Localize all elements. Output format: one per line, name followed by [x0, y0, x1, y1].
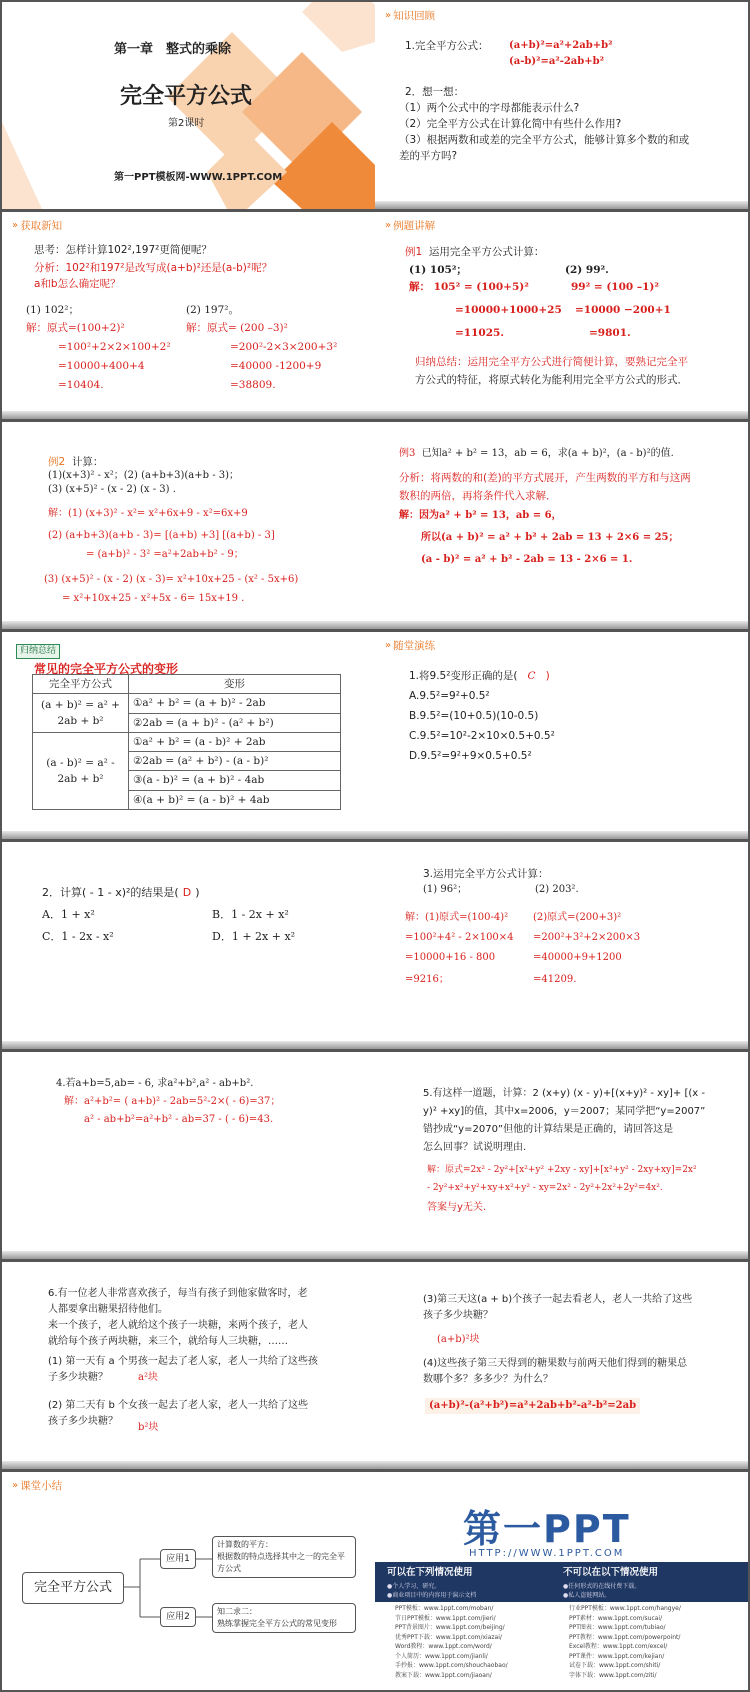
solution-line: 解：因为a² + b² = 13，ab = 6，	[399, 510, 562, 521]
mindmap-note: 计算数的平方： 根据数的特点选择其中之一的完全平 方公式	[212, 1536, 356, 1578]
solution-line: 解： 105² = (100+5)²	[409, 281, 529, 293]
question-line: 人都要拿出糖果招待他们。	[48, 1304, 168, 1315]
analysis-text: a和b怎么确定呢？	[34, 278, 121, 290]
practice-slide	[375, 632, 748, 839]
question-1: 1.完全平方公式：	[405, 40, 489, 52]
solution-line: =10000+1000+25	[455, 304, 562, 316]
question4-slide	[2, 1052, 375, 1259]
problem-1: (1) 102²；	[26, 304, 79, 316]
solution-line: - 2y²+x²+y²+xy+x²+y² - xy=2x² - 2y²+2x²+2y²=4x².	[427, 1183, 663, 1193]
variant-cell: ①a² + b² = (a + b)² - 2ab	[129, 694, 341, 713]
formula-cell: (a + b)² = a² +	[41, 698, 120, 711]
forbidden-note: ●私人盗链网站。	[563, 1592, 611, 1599]
mindmap-node: 应用1	[160, 1549, 196, 1569]
sub-question: 孩子多少块糖？	[48, 1416, 118, 1427]
formula-cell: 2ab + b²	[57, 715, 104, 728]
formula-sum: (a+b)²=a²+2ab+b²	[509, 40, 613, 51]
solution-line: =40000+9+1200	[533, 952, 622, 963]
section-header: » 课堂小结	[12, 1480, 63, 1492]
lesson-label: 第2课时	[168, 118, 205, 129]
question3-slide	[375, 842, 748, 1049]
sub-question: 子多少块糖？	[48, 1372, 108, 1383]
link-item[interactable]: 个人简历：www.1ppt.com/jianli/	[395, 1652, 488, 1660]
solution-line: (a - b)² = a² + b² - 2ab = 13 - 2×6 = 1.	[421, 554, 633, 565]
chevron-icon: »	[385, 640, 390, 652]
solution-line: (3) (x+5)² - (x - 2) (x - 3)= x²+10x+25 - (x² - 5x+6)	[44, 574, 299, 585]
solution-line: 解：(1) (x+3)² - x²= x²+6x+9 - x²=6x+9	[48, 508, 248, 519]
sub-question: 数哪个多？多多少？为什么？	[423, 1374, 553, 1385]
solution-line: =11025.	[455, 327, 504, 339]
solution-line: a² - ab+b²=a²+b² - ab=37 - ( - 6)=43.	[84, 1114, 274, 1125]
option-a: A.9.5²=9²+0.5²	[409, 690, 490, 702]
problem-1: (1) 105²；	[409, 264, 467, 276]
link-item[interactable]: 行业PPT模板：www.1ppt.com/hangye/	[569, 1605, 681, 1612]
section-header: » 获取新知	[12, 220, 63, 232]
option-d: D.9.5²=9²+9×0.5+0.5²	[409, 750, 532, 762]
answer-text: a²块	[138, 1372, 158, 1383]
example-label: 例1	[405, 246, 423, 258]
chevron-icon: »	[12, 1480, 17, 1492]
forbidden-note: ●任何形式的在线付费下载。	[563, 1583, 641, 1590]
lesson-summary-slide	[2, 1472, 375, 1690]
example-text: 运用完全平方公式计算：	[428, 246, 545, 258]
question-text: 1.将9.5²变形正确的是(	[409, 670, 518, 682]
question-line: 5.有这样一道题，计算：2 (x+y) (x - y)+[(x+y)² - xy]+ [(x -	[423, 1088, 705, 1099]
solution-line: =40000 -1200+9	[230, 360, 322, 372]
think-line: （3）根据两数和或差的完全平方公式，能够计算多个数的和或	[399, 134, 690, 146]
solution-line: 解：(1)原式=(100-4)²	[405, 912, 509, 923]
question-line: 6.有一位老人非常喜欢孩子，每当有孩子到他家做客时，老	[48, 1288, 308, 1299]
mindmap-center: 完全平方公式	[22, 1572, 124, 1604]
option-c: C.9.5²=10²-2×10×0.5+0.5²	[409, 730, 555, 742]
sub-question: (3)第三天这(a + b)个孩子一起去看老人，老人一共给了这些	[423, 1294, 693, 1305]
allowed-note: ●商业项目中的内容用于演示文档	[387, 1592, 477, 1599]
problem-2: (2) 99².	[565, 264, 609, 276]
review-slide	[375, 2, 748, 209]
solution-line: 99² = (100 –1)²	[571, 281, 659, 293]
solution-line: =10000+16 - 800	[405, 952, 496, 963]
answer-text: C	[527, 670, 536, 682]
answer-text: (a+b)²块	[437, 1334, 480, 1345]
chevron-icon: »	[385, 10, 390, 22]
problem-line: (1)(x+3)² - x²；(2) (a+b+3)(a+b - 3)；	[48, 470, 240, 481]
main-title: 完全平方公式	[120, 84, 253, 109]
option-b: B.9.5²=(10+0.5)(10-0.5)	[409, 710, 539, 722]
question-bracket: )	[545, 670, 550, 682]
allowed-note: ●个人学习、研究。	[387, 1583, 441, 1590]
solution-line: =10000+400+4	[58, 360, 145, 372]
link-item[interactable]: Word教程：www.1ppt.com/word/	[395, 1643, 492, 1650]
link-item[interactable]: 教案下载：www.1ppt.com/jiaoan/	[395, 1671, 492, 1679]
section-header: » 知识回顾	[385, 10, 436, 22]
mindmap-node: 应用2	[160, 1607, 196, 1627]
analysis-text: 数积的两倍，再将条件代入求解．	[399, 490, 557, 502]
links-area	[375, 1602, 748, 1690]
title-slide	[2, 2, 375, 209]
option-c: C．1 - 2x - x²	[42, 930, 114, 943]
analysis-text: 分析：将两数的和(差)的平方式展开，产生两数的平方和与这两	[399, 472, 691, 484]
option-b: B．1 - 2x + x²	[212, 908, 289, 921]
analysis-text: 分析：102²和197²是改写成(a+b)²还是(a-b)²呢？	[34, 262, 273, 274]
problem-1: (1) 96²；	[423, 884, 468, 895]
answer-text: (a+b)²-(a²+b²)=a²+2ab+b²-a²-b²=2ab	[425, 1398, 640, 1414]
link-item[interactable]: 手抄报：www.1ppt.com/shouchaobao/	[395, 1662, 508, 1669]
variant-cell: ①a² + b² = (a - b)² + 2ab	[129, 732, 341, 751]
link-item[interactable]: PPT背景图片：www.1ppt.com/beijing/	[395, 1624, 505, 1631]
question-line: 怎么回事？试说明理由.	[423, 1142, 527, 1153]
solution-line: = x²+10x+25 - x²+5x - 6= 15x+19 .	[62, 593, 245, 604]
solution-line: =10000 −200+1	[575, 304, 671, 316]
solution-line: =10404.	[58, 379, 104, 391]
example2-slide	[2, 422, 375, 629]
solution-line: 解：原式=(100+2)²	[26, 322, 125, 334]
summary-badge: 归纳总结	[16, 644, 60, 659]
link-item[interactable]: 优秀PPT下载：www.1ppt.com/xiazai/	[395, 1633, 502, 1641]
transform-table	[32, 674, 341, 810]
column-header: 完全平方公式	[33, 675, 129, 694]
problem-2: (2) 197²。	[186, 304, 239, 316]
question2-slide	[2, 842, 375, 1049]
example-label: 例2	[48, 456, 66, 468]
sub-question: (4)这些孩子第三天得到的糖果数与前两天他们得到的糖果总	[423, 1358, 688, 1369]
solution-line: 答案与y无关.	[427, 1202, 487, 1213]
link-item[interactable]: 试卷下载：www.1ppt.com/shiti/	[569, 1662, 661, 1669]
sub-question: (1) 第一天有 a 个男孩一起去了老人家，老人一共给了这些孩	[48, 1356, 318, 1367]
solution-line: =200²+3²+2×200×3	[533, 932, 641, 943]
question-line: 就给每个孩子两块糖，来三个，就给每人三块糖，……	[48, 1336, 288, 1347]
answer-text: D	[182, 886, 192, 899]
variant-cell: ④(a + b)² = (a - b)² + 4ab	[129, 790, 341, 809]
chapter-title: 第一章 整式的乘除	[114, 42, 232, 57]
solution-line: =100²+4² - 2×100×4	[405, 932, 514, 943]
variant-cell: ②2ab = (a + b)² - (a² + b²)	[129, 713, 341, 732]
problem-line: (3) (x+5)² - (x - 2) (x - 3) .	[48, 484, 176, 495]
column-header: 变形	[129, 675, 341, 694]
link-item[interactable]: 节日PPT模板：www.1ppt.com/jieri/	[395, 1614, 496, 1622]
forbidden-title: 不可以在以下情况使用	[563, 1567, 659, 1578]
copyright-slide	[375, 1472, 748, 1690]
chevron-icon: »	[12, 220, 17, 232]
solution-line: (2)原式=(200+3)²	[533, 912, 622, 923]
think-label: 2．想一想：	[405, 86, 465, 98]
answer-text: b²块	[138, 1422, 159, 1433]
sub-question: (2) 第二天有 b 个女孩一起去了老人家，老人一共给了这些	[48, 1400, 309, 1411]
solution-line: 解：原式= (200 –3)²	[186, 322, 288, 334]
summary-text: 方公式的特征，将原式转化为能利用完全平方公式的形式．	[415, 374, 688, 386]
chevron-icon: »	[385, 220, 390, 232]
question5-slide	[375, 1052, 748, 1259]
table-title: 常见的完全平方公式的变形	[34, 662, 179, 676]
question-text: 2．计算( - 1 - x)²的结果是(	[42, 886, 179, 899]
link-item[interactable]: PPT模板：www.1ppt.com/moban/	[395, 1605, 494, 1612]
question-line: 来一个孩子，老人就给这个孩子一块糖，来两个孩子，老人	[48, 1320, 308, 1331]
mindmap-note: 知二求二： 熟练掌握完全平方公式的常见变形	[212, 1603, 356, 1633]
question-text: 4.若a+b=5,ab= - 6, 求a²+b²,a² - ab+b².	[56, 1078, 254, 1089]
formula-cell: (a - b)² = a² -	[46, 756, 115, 769]
question-line: 错抄成“y=2070”但他的计算结果是正确的，请回答这是	[423, 1124, 674, 1135]
solution-line: =38809.	[230, 379, 276, 391]
example-slide	[375, 212, 748, 419]
new-knowledge-slide	[2, 212, 375, 419]
solution-line: 解：a²+b²= ( a+b)² - 2ab=5²-2×( - 6)=37；	[64, 1096, 281, 1107]
example-label: 例3	[399, 448, 416, 459]
variant-cell: ②2ab = (a² + b²) - (a - b)²	[129, 752, 341, 771]
link-item[interactable]: PPT教程：www.1ppt.com/powerpoint/	[569, 1633, 681, 1641]
solution-line: 所以(a + b)² = a² + b² + 2ab = 13 + 2×6 = 25；	[421, 532, 679, 543]
link-item[interactable]: Excel教程：www.1ppt.com/excel/	[569, 1643, 668, 1650]
question-text: 3.运用完全平方公式计算：	[423, 868, 549, 880]
think-line: （1）两个公式中的字母都能表示什么?	[399, 102, 580, 114]
solution-line: 解：原式=2x² - 2y²+[x²+y² +2xy - xy]+[x²+y² - 2xy+xy]=2x²	[427, 1165, 697, 1175]
site-label: 第一PPT模板网-WWW.1PPT.COM	[114, 172, 283, 183]
section-header: » 例题讲解	[385, 220, 436, 232]
link-item[interactable]: PPT素材：www.1ppt.com/sucai/	[569, 1614, 663, 1622]
question-line: y)² +xy]的值，其中x=2006，y＝2007；某同学把“y=2007”	[423, 1106, 706, 1117]
link-item[interactable]: PPT课件：www.1ppt.com/kejian/	[569, 1652, 665, 1660]
think-line: 差的平方吗?	[399, 150, 458, 162]
option-d: D．1 + 2x + x²	[212, 930, 296, 943]
problem-2: (2) 203².	[535, 884, 579, 895]
example3-slide	[375, 422, 748, 629]
link-item[interactable]: PPT图表：www.1ppt.com/tubiao/	[569, 1624, 666, 1631]
solution-line: =41209.	[533, 974, 577, 985]
example-text: 计算：	[71, 456, 104, 468]
formula-diff: (a-b)²=a²-2ab+b²	[509, 56, 605, 67]
variant-cell: ③(a - b)² = (a + b)² - 4ab	[129, 771, 341, 790]
summary-text: 归纳总结：运用完全平方公式进行简便计算，要熟记完全平	[415, 356, 688, 368]
summary-table-slide	[2, 632, 375, 839]
solution-line: =200²-2×3×200+3²	[230, 341, 338, 353]
allowed-title: 可以在下列情况使用	[387, 1567, 473, 1578]
solution-line: (2) (a+b+3)(a+b - 3)= [(a+b) +3] [(a+b) - 3]	[48, 530, 275, 541]
link-item[interactable]: 字体下载：www.1ppt.com/ziti/	[569, 1671, 657, 1679]
brand-logo: 第一PPT	[463, 1507, 631, 1551]
solution-line: =9801.	[589, 327, 631, 339]
section-header: » 随堂演练	[385, 640, 436, 652]
solution-line: = (a+b)² - 3² =a²+2ab+b² - 9；	[86, 549, 244, 560]
think-line: （2）完全平方公式在计算化简中有些什么作用?	[399, 118, 622, 130]
solution-line: =100²+2×2×100+2²	[58, 341, 171, 353]
sub-question: 孩子多少块糖？	[423, 1310, 493, 1321]
question6-slide	[2, 1262, 375, 1469]
question-bracket: )	[195, 886, 200, 899]
brand-url: HTTP://WWW.1PPT.COM	[469, 1548, 625, 1559]
example-text: 已知a² + b² = 13，ab = 6，求(a + b)²，(a - b)²的值.	[421, 448, 674, 459]
think-text: 思考：怎样计算102²,197²更简便呢？	[34, 244, 212, 256]
formula-cell: 2ab + b²	[57, 772, 104, 785]
solution-line: =9216；	[405, 974, 449, 985]
option-a: A．1 + x²	[42, 908, 95, 921]
question6-cont-slide	[375, 1262, 748, 1469]
